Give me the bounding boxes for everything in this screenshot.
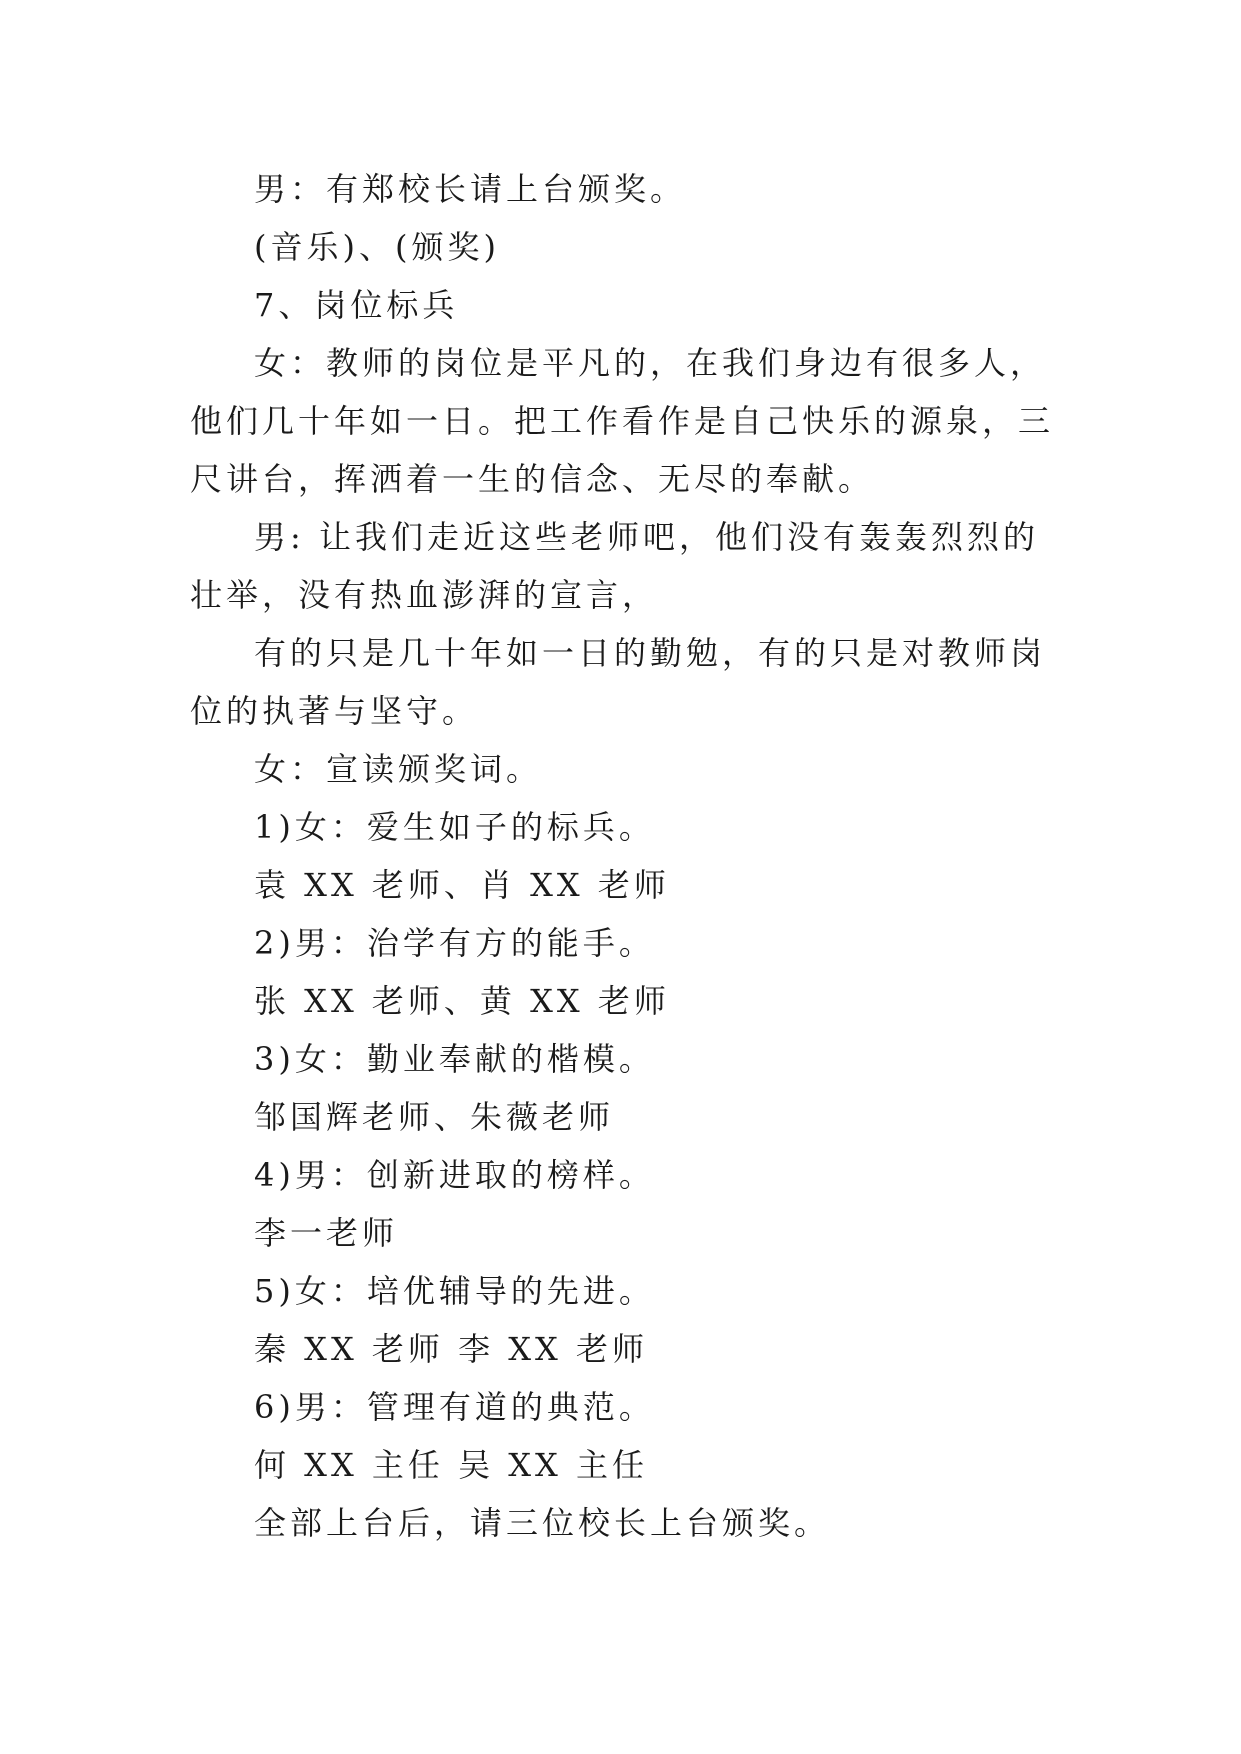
paragraph-music-award: (音乐)、(颁奖) — [254, 228, 500, 266]
award-recipients-1: 袁 XX 老师、肖 XX 老师 — [254, 866, 670, 904]
award-item-2: 2)男：治学有方的能手。 — [254, 924, 655, 962]
paragraph-male-intro: 男: 让我们走近这些老师吧，他们没有轰轰烈烈的壮举，没有热血澎湃的宣言， — [190, 518, 1039, 614]
award-recipients-6: 何 XX 主任 吴 XX 主任 — [254, 1446, 648, 1484]
award-item-5: 5)女：培优辅导的先进。 — [254, 1272, 655, 1310]
award-item-4: 4)男：创新进取的榜样。 — [254, 1156, 655, 1194]
award-recipients-5: 秦 XX 老师 李 XX 老师 — [254, 1330, 648, 1368]
award-recipients-4: 李一老师 — [254, 1214, 399, 1252]
paragraph-female-intro: 女：教师的岗位是平凡的，在我们身边有很多人，他们几十年如一日。把工作看作是自己快乐的源泉，三尺讲台，挥洒着一生的信念、无尽的奉献。 — [190, 344, 1055, 498]
paragraph-diligence: 有的只是几十年如一日的勤勉，有的只是对教师岗位的执著与坚守。 — [190, 634, 1047, 730]
paragraph-closing: 全部上台后，请三位校长上台颁奖。 — [254, 1504, 831, 1542]
paragraph-principal-zheng: 男：有郑校长请上台颁奖。 — [254, 170, 687, 208]
award-item-6: 6)男：管理有道的典范。 — [254, 1388, 655, 1426]
award-recipients-2: 张 XX 老师、黄 XX 老师 — [254, 982, 670, 1020]
paragraph-read-citation: 女：宣读颁奖词。 — [254, 750, 543, 788]
award-item-1: 1)女：爱生如子的标兵。 — [254, 808, 655, 846]
section-heading-post-model: 7、岗位标兵 — [254, 286, 459, 324]
award-recipients-3: 邹国辉老师、朱薇老师 — [254, 1098, 615, 1136]
document-body — [190, 160, 1060, 1552]
award-item-3: 3)女：勤业奉献的楷模。 — [254, 1040, 655, 1078]
